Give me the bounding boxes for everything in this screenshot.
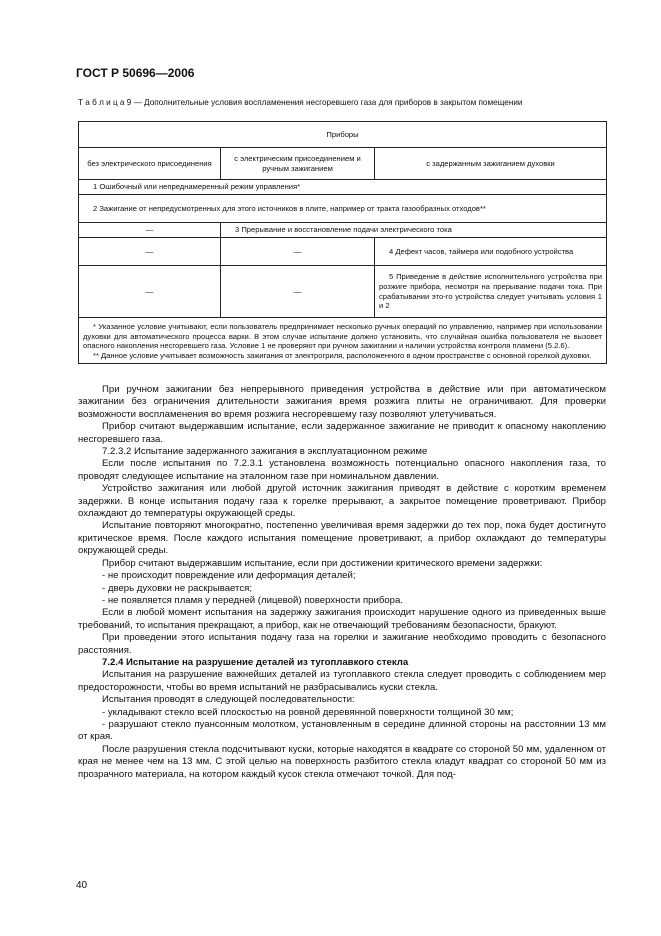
paragraph: Испытание повторяют многократно, постепенно увеличивая время задержки до тех пор, пока будет достигнуто критическое время. После каждого испытания помещение проветривают, а прибор охлаждают до температуры окружающей среды. <box>78 520 606 557</box>
paragraph: Устройство зажигания или любой другой источник зажигания приводят в действие с коротким временем задержки. В конце испытания подачу газа к горелке прерывают, а закрытое помещение проветривают. Прибор охлаждают до температуры окружающей среды. <box>78 483 606 520</box>
table-row-condition-4: 4 Дефект часов, таймера или подобного устройства <box>375 238 607 266</box>
table-cell-dash: — <box>79 266 221 318</box>
paragraph: При ручном зажигании без непрерывного приведения устройства в действие или при автоматическом зажигании без ограничения длительности зажигания время розжига плиты не ограничивают. Для проверки возможности воспламенения во время розжига несгоревшему газу позволяют улетучиваться. <box>78 384 606 420</box>
table-cell-dash: — <box>221 266 375 318</box>
column-header-no-electric: без электрического присоединения <box>79 148 221 180</box>
paragraph: После разрушения стекла подсчитывают куски, которые находятся в квадрате со стороной 50 мм, удаленном от края не менее чем на 13 мм. С этой целью на поверхность разбитого стекла кладут квадрат со стороной 50 мм из прозрачного материала, на котором каждый кусок стекла отмечают точкой. Для под- <box>78 743 606 780</box>
table-cell-dash: — <box>79 238 221 266</box>
list-item: - укладывают стекло всей плоскостью на ровной деревянной поверхности толщиной 30 мм; <box>102 706 514 718</box>
table-footnotes <box>79 318 607 364</box>
list-item: - не появляется пламя у передней (лицевой) поверхности прибора. <box>102 594 404 606</box>
table-cell-dash: — <box>221 238 375 266</box>
body-text <box>78 384 606 781</box>
section-heading-7-2-4: 7.2.4 Испытание на разрушение деталей из тугоплавкого стекла <box>102 656 409 668</box>
table-row-condition-3: 3 Прерывание и восстановление подачи электрического тока <box>221 223 607 238</box>
footnote-1: * Указанное условие учитывают, если пользователь предпринимает несколько ручных операций по управлению, например при использовании духовки для автоматического процесса варки. В этом случае испытание должно установить, что случайная ошибка пользователя не вызовет опасного накопления несгоревшего газа. Условие 1 не проверяют при ручном зажигании и наличии устройства контроля пламени (5.2.6). <box>83 322 603 351</box>
column-header-electric-manual: с электрическим присоединением и ручным зажиганием <box>221 148 375 180</box>
column-header-delayed-ignition: с задержанным зажиганием духовки <box>375 148 607 180</box>
document-header: ГОСТ Р 50696—2006 <box>76 66 195 80</box>
paragraph: Прибор считают выдержавшим испытание, если задержанное зажигание не приводит к опасному накоплению несгоревшего газа. <box>78 421 606 445</box>
table-row-condition-1: 1 Ошибочный или непреднамеренный режим управления* <box>79 180 607 195</box>
paragraph: Испытания проводят в следующей последовательности: <box>102 694 355 706</box>
table-row-condition-2: 2 Зажигание от непредусмотренных для этого источников в плите, например от тракта газообразных отходов** <box>79 195 607 223</box>
paragraph: Если после испытания по 7.2.3.1 установлена возможность потенциально опасного накопления газа, то проводят следующее испытание на эталонном газе при номинальном давлении. <box>78 458 606 482</box>
paragraph: Испытания на разрушение важнейших деталей из тугоплавкого стекла следует проводить с соблюдением мер предосторожности, чтобы во время испытаний не разбрасывались куски стекла. <box>78 669 606 693</box>
conditions-table <box>78 121 607 364</box>
list-item: - не происходит повреждение или деформация деталей; <box>102 570 356 582</box>
paragraph: Прибор считают выдержавшим испытание, если при достижении критического времени задержки: <box>102 557 543 569</box>
table-row-condition-5: 5 Приведение в действие исполнительного устройства при розжиге прибора, несмотря на прерывание подачи тока. При срабатывании это-го устройства следует учитывать условия 1 и 2 <box>375 266 607 318</box>
paragraph: При проведении этого испытания подачу газа на горелки и зажигание необходимо проводить с безопасного расстояния. <box>78 632 606 656</box>
section-heading-7-2-3-2: 7.2.3.2 Испытание задержанного зажигания в эксплуатационном режиме <box>102 446 428 458</box>
page-number: 40 <box>76 880 88 891</box>
paragraph: Если в любой момент испытания на задержку зажигания происходит нарушение одного из приведенных выше требований, то испытания прекращают, а прибор, как не отвечающий требованиям безопасности, бракуют. <box>78 607 606 631</box>
table-caption: Т а б л и ц а 9 — Дополнительные условия воспламенения несгоревшего газа для приборов в закрытом помещении <box>78 98 523 107</box>
table-cell-dash: — <box>79 223 221 238</box>
list-item: - дверь духовки не раскрывается; <box>102 582 253 594</box>
list-item: - разрушают стекло пуансонным молотком, установленным в середине длинной стороны на расстоянии 13 мм от края. <box>78 718 606 743</box>
table-group-header: Приборы <box>79 122 607 148</box>
footnote-2: ** Данное условие учитывает возможность зажигания от электрогриля, расположенного в одном пространстве с основной горелкой духовки. <box>93 350 592 360</box>
